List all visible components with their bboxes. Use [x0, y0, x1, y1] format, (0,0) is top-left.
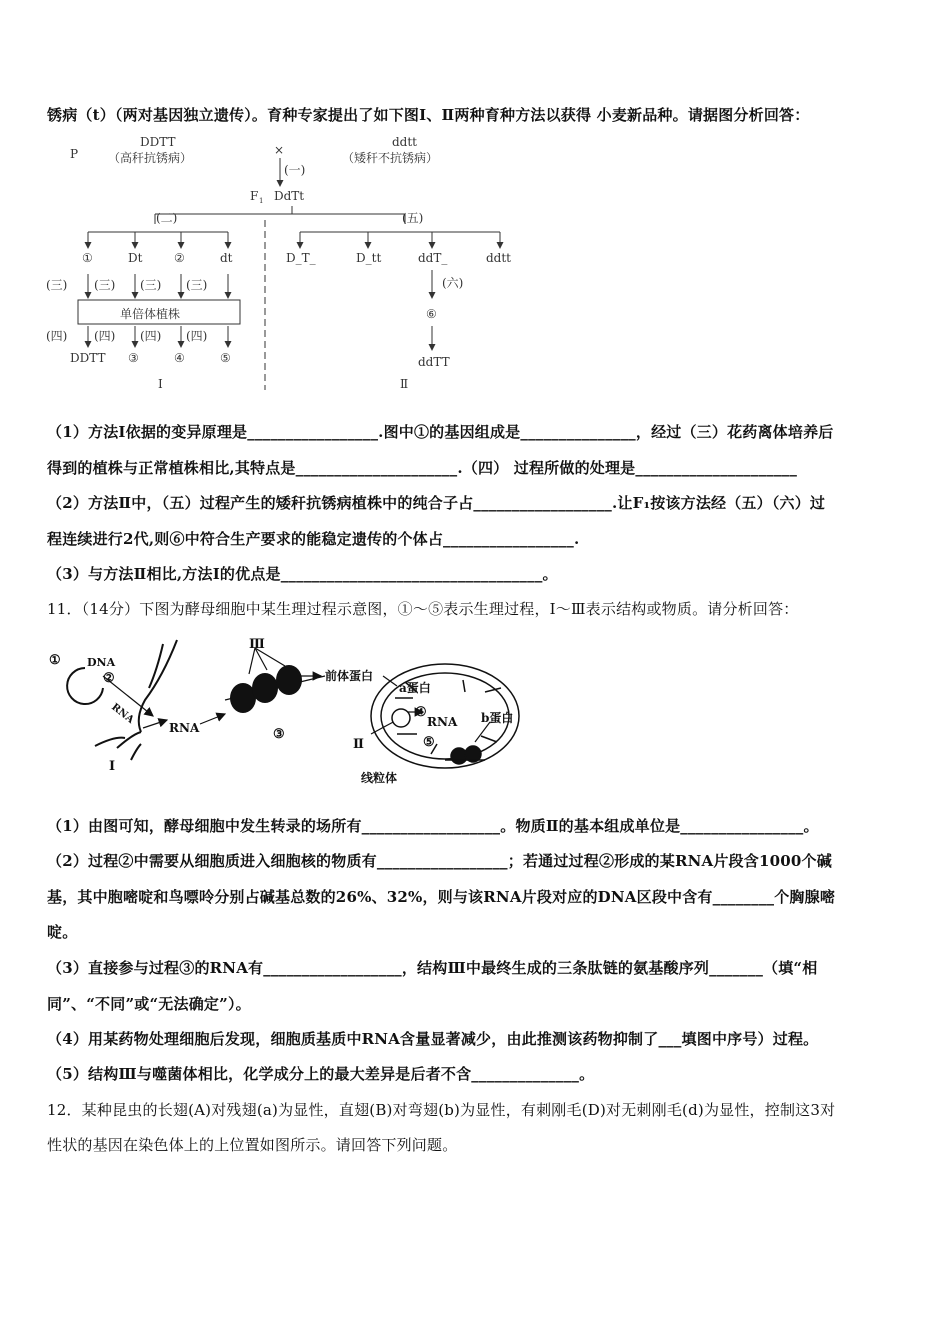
protein-b: b蛋白	[481, 711, 514, 725]
label-1: Ⅰ	[109, 759, 116, 774]
cross-symbol: ×	[274, 143, 285, 157]
text-line-11: （3）直接参与过程③的RNA有__________________，结构Ⅲ中最终生成的三条肽链的氨基酸序列_______（填“相	[47, 959, 818, 977]
step-4-label-3: (四)	[140, 329, 162, 343]
result-2: ③	[128, 351, 139, 365]
text-line-2: （1）方法Ⅰ依据的变异原理是_________________.图中①的基因组成是_______________，经过（三）花药离体培养后	[47, 423, 834, 441]
yeast-cell-diagram	[45, 636, 535, 786]
step-4-label-1: (四)	[46, 329, 68, 343]
parent1-desc: （高秆抗锈病）	[108, 151, 193, 165]
text-line-14: （5）结构Ⅲ与噬菌体相比，化学成分上的最大差异是后者不含______________。	[47, 1065, 595, 1083]
f1-label: F	[250, 189, 259, 203]
process-2: ②	[103, 671, 115, 686]
step-3-label-4: (三)	[186, 278, 208, 292]
offspring-2: D_tt	[356, 251, 382, 265]
process-1: ①	[49, 653, 61, 668]
step-2-label: (二)	[156, 211, 178, 225]
text-line-10: 啶。	[47, 923, 78, 941]
step-3-label-3: (三)	[140, 278, 162, 292]
result-1: DDTT	[70, 351, 106, 365]
text-line-6: （3）与方法Ⅱ相比,方法Ⅰ的优点是__________________________________。	[47, 565, 558, 583]
protein-a: a蛋白	[399, 681, 431, 695]
step-6-label: (六)	[442, 276, 464, 290]
step-4-label-4: (四)	[186, 329, 208, 343]
parent1-genotype: DDTT	[140, 135, 176, 149]
circle-6: ⑥	[426, 307, 437, 321]
text-line-8: （2）过程②中需要从细胞质进入细胞核的物质有_________________；若通过过程②形成的某RNA片段含1000个碱	[47, 852, 832, 870]
label-3: Ⅲ	[249, 637, 265, 652]
result-4: ⑤	[220, 351, 231, 365]
precursor-protein: 前体蛋白	[325, 669, 374, 683]
result-3: ④	[174, 351, 185, 365]
process-5: ⑤	[423, 735, 435, 750]
question-12-line-2: 性状的基因在染色体上的上位置如图所示。请回答下列问题。	[47, 1136, 458, 1154]
p-label: P	[70, 147, 79, 161]
text-line-13: （4）用某药物处理细胞后发现，细胞质基质中RNA含量显著减少，由此推测该药物抑制了___填图中序号）过程。	[47, 1030, 819, 1048]
label-2: Ⅱ	[353, 737, 364, 752]
text-line-5: 程连续进行2代,则⑥中符合生产要求的能稳定遗传的个体占_________________.	[47, 530, 580, 548]
step-3-label-2: (三)	[94, 278, 116, 292]
breeding-diagram	[46, 132, 530, 400]
parent2-desc: （矮秆不抗锈病）	[342, 151, 439, 165]
rna-label-2: RNA	[427, 715, 458, 729]
text-line-9: 基，其中胞嘧啶和鸟嘌呤分别占碱基总数的26%、32%，则与该RNA片段对应的DNA区段中含有________个胸腺嘧	[47, 888, 836, 906]
process-4: ④	[415, 705, 427, 720]
rna-curved-label: RNA	[109, 701, 136, 726]
gamete-1: ①	[82, 251, 93, 265]
step-1-label: (一)	[284, 163, 306, 177]
process-3: ③	[273, 727, 285, 742]
question-11-heading: 11．（14分）下图为酵母细胞中某生理过程示意图，①～⑤表示生理过程，Ⅰ～Ⅲ表示结构或物质。请分析回答：	[47, 600, 799, 618]
f1-subscript: 1	[259, 197, 264, 205]
rna-label-1: RNA	[169, 721, 200, 735]
gamete-2: Dt	[128, 251, 143, 265]
gamete-3: ②	[174, 251, 185, 265]
method-2-label: Ⅱ	[400, 377, 409, 391]
offspring-4: ddtt	[486, 251, 512, 265]
haploid-box-label: 单倍体植株	[120, 307, 181, 321]
method-1-label: Ⅰ	[158, 377, 163, 391]
text-line-3: 得到的植株与正常植株相比,其特点是_____________________.（四） 过程所做的处理是_____________________	[47, 459, 798, 477]
offspring-3: ddT_	[418, 251, 448, 265]
mitochondrion-label: 线粒体	[361, 771, 398, 785]
text-line-4: （2）方法Ⅱ中，（五）过程产生的矮秆抗锈病植株中的纯合子占__________________.让F₁按该方法经（五）（六）过	[47, 494, 826, 512]
ribosomes	[230, 665, 302, 713]
dna-circle	[67, 668, 103, 704]
question-12-line-1: 12．某种昆虫的长翅(A)对残翅(a)为显性，直翅(B)对弯翅(b)为显性，有刺刚毛(D)对无刺刚毛(d)为显性，控制这3对	[47, 1101, 836, 1119]
text-line-1: 锈病（t）（两对基因独立遗传）。育种专家提出了如下图Ⅰ、Ⅱ两种育种方法以获得 小麦新品种。请据图分析回答：	[47, 106, 810, 124]
parent2-genotype: ddtt	[392, 135, 418, 149]
gamete-4: dt	[220, 251, 233, 265]
step-4-label-2: (四)	[94, 329, 116, 343]
dna-label: DNA	[87, 656, 116, 669]
offspring-1: D_T_	[286, 251, 316, 265]
step-5-label: (五)	[402, 211, 424, 225]
step-3-label-1: (三)	[46, 278, 68, 292]
text-line-7: （1）由图可知，酵母细胞中发生转录的场所有__________________。物质Ⅱ的基本组成单位是________________。	[47, 817, 819, 835]
final-genotype: ddTT	[418, 355, 450, 369]
text-line-12: 同”、“不同”或“无法确定”）。	[47, 995, 251, 1013]
f1-genotype: DdTt	[274, 189, 305, 203]
